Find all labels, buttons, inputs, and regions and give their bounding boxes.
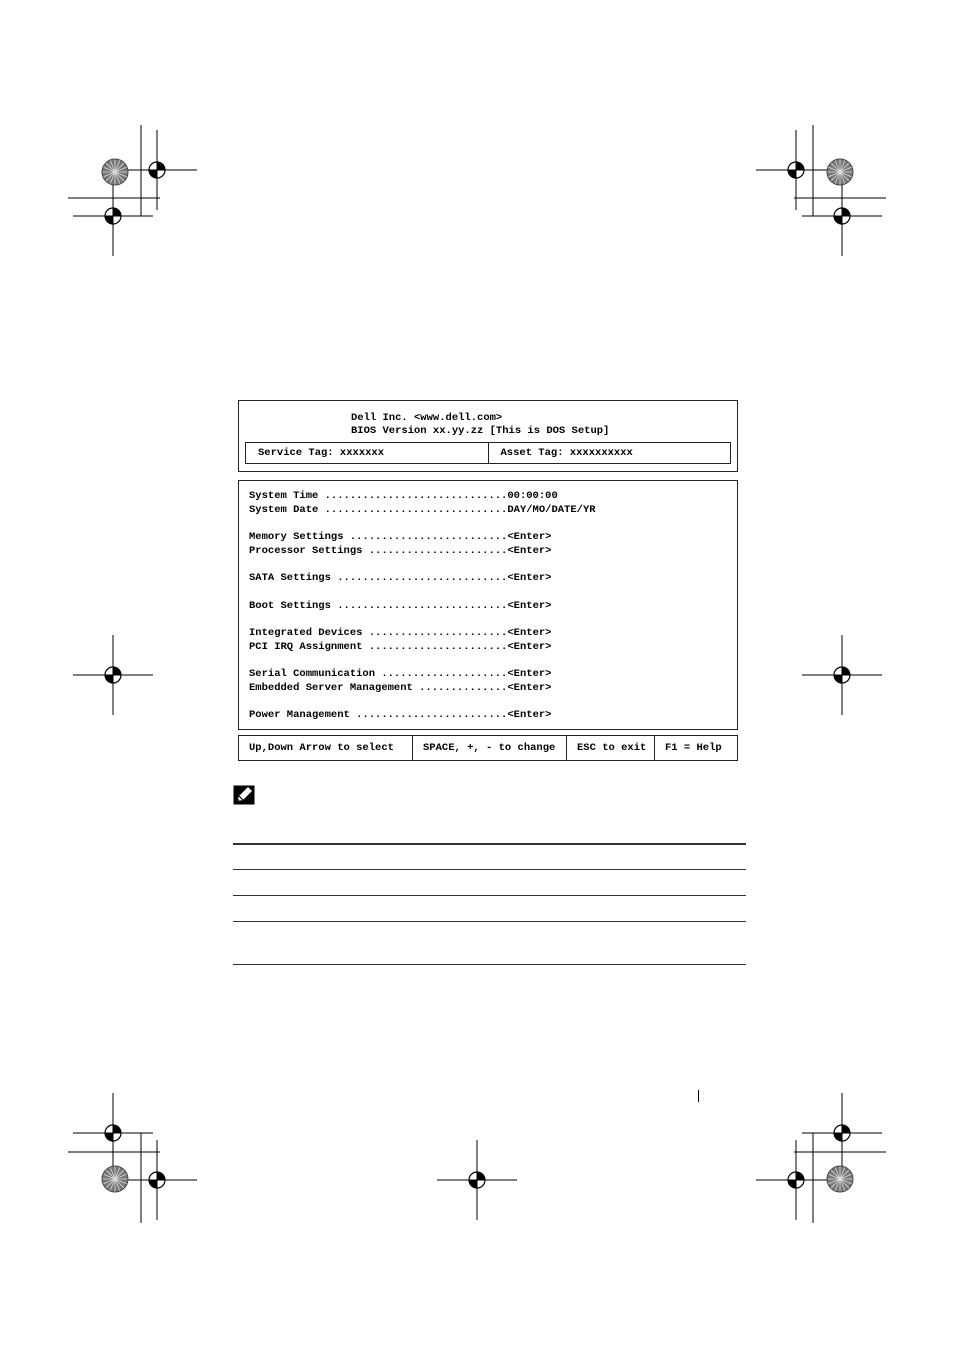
table-bottom-rule bbox=[233, 964, 746, 965]
dot-leader: ........................... bbox=[330, 599, 508, 612]
menu-item-value: DAY/MO/DATE/YR bbox=[507, 503, 596, 516]
dot-leader: ...................... bbox=[362, 640, 508, 653]
menu-item-label: Integrated Devices bbox=[249, 626, 363, 639]
page-number-separator bbox=[698, 1090, 699, 1102]
menu-item-value: <Enter> bbox=[507, 599, 552, 612]
menu-item[interactable] bbox=[249, 641, 596, 655]
table-top-rule bbox=[233, 843, 746, 845]
bios-footer bbox=[238, 735, 738, 761]
tag-bar bbox=[245, 442, 731, 464]
dot-leader: ...................... bbox=[362, 626, 508, 639]
dot-leader: ............................. bbox=[318, 503, 508, 516]
menu-item-value: <Enter> bbox=[507, 544, 552, 557]
menu-item-label: Memory Settings bbox=[249, 531, 344, 544]
menu-spacer bbox=[249, 517, 596, 531]
menu-item-label: Power Management bbox=[249, 709, 350, 721]
menu-item[interactable] bbox=[249, 572, 596, 586]
menu-item[interactable] bbox=[249, 504, 596, 518]
menu-item[interactable] bbox=[249, 627, 596, 641]
menu-list bbox=[249, 490, 596, 723]
dot-leader: ........................... bbox=[330, 572, 508, 585]
bios-version-line: BIOS Version xx.yy.zz [This is DOS Setup] bbox=[351, 425, 610, 437]
footer-select-hint: Up,Down Arrow to select bbox=[249, 742, 394, 754]
menu-item-label: Serial Communication bbox=[249, 667, 376, 680]
menu-spacer bbox=[249, 586, 596, 600]
asset-tag: Asset Tag: xxxxxxxxxx bbox=[488, 443, 731, 463]
menu-item-label: PCI IRQ Assignment bbox=[249, 640, 363, 653]
menu-item[interactable] bbox=[249, 668, 596, 682]
dot-leader: ............................. bbox=[318, 490, 508, 502]
dot-leader: ......................... bbox=[343, 531, 508, 544]
footer-exit-hint: ESC to exit bbox=[566, 736, 654, 760]
menu-spacer bbox=[249, 695, 596, 709]
dot-leader: ........................ bbox=[349, 709, 508, 721]
menu-item-label: SATA Settings bbox=[249, 572, 331, 585]
menu-item-value: 00:00:00 bbox=[507, 490, 558, 502]
menu-item[interactable] bbox=[249, 490, 596, 504]
menu-item[interactable] bbox=[249, 709, 596, 723]
dot-leader: ...................... bbox=[362, 544, 508, 557]
bios-vendor-line: Dell Inc. <www.dell.com> bbox=[351, 412, 503, 424]
dot-leader: .................... bbox=[375, 667, 508, 680]
menu-item-label: Processor Settings bbox=[249, 544, 363, 557]
dot-leader: .............. bbox=[412, 681, 508, 694]
service-tag: Service Tag: xxxxxxx bbox=[258, 447, 385, 459]
menu-item-label: Embedded Server Management bbox=[249, 681, 413, 694]
menu-spacer bbox=[249, 654, 596, 668]
menu-item-value: <Enter> bbox=[507, 681, 552, 694]
menu-item-label: Boot Settings bbox=[249, 599, 331, 612]
footer-change-hint: SPACE, +, - to change bbox=[412, 736, 566, 760]
table-row-rule bbox=[233, 895, 746, 896]
menu-item[interactable] bbox=[249, 545, 596, 559]
bios-header bbox=[238, 400, 738, 472]
bios-main-menu bbox=[238, 480, 738, 730]
pencil-note-icon bbox=[233, 785, 255, 805]
menu-item-value: <Enter> bbox=[507, 531, 552, 544]
menu-spacer bbox=[249, 613, 596, 627]
menu-item-value: <Enter> bbox=[507, 667, 552, 680]
menu-item-value: <Enter> bbox=[507, 572, 552, 585]
menu-item[interactable] bbox=[249, 682, 596, 696]
menu-item-value: <Enter> bbox=[507, 640, 552, 653]
menu-item-label: System Time bbox=[249, 490, 319, 502]
menu-item[interactable] bbox=[249, 600, 596, 614]
menu-item[interactable] bbox=[249, 531, 596, 545]
menu-item-label: System Date bbox=[249, 503, 319, 516]
menu-item-value: <Enter> bbox=[507, 709, 552, 721]
footer-help-hint: F1 = Help bbox=[654, 736, 737, 760]
menu-item-value: <Enter> bbox=[507, 626, 552, 639]
menu-spacer bbox=[249, 558, 596, 572]
table-row-rule bbox=[233, 869, 746, 870]
table-row-rule bbox=[233, 921, 746, 922]
